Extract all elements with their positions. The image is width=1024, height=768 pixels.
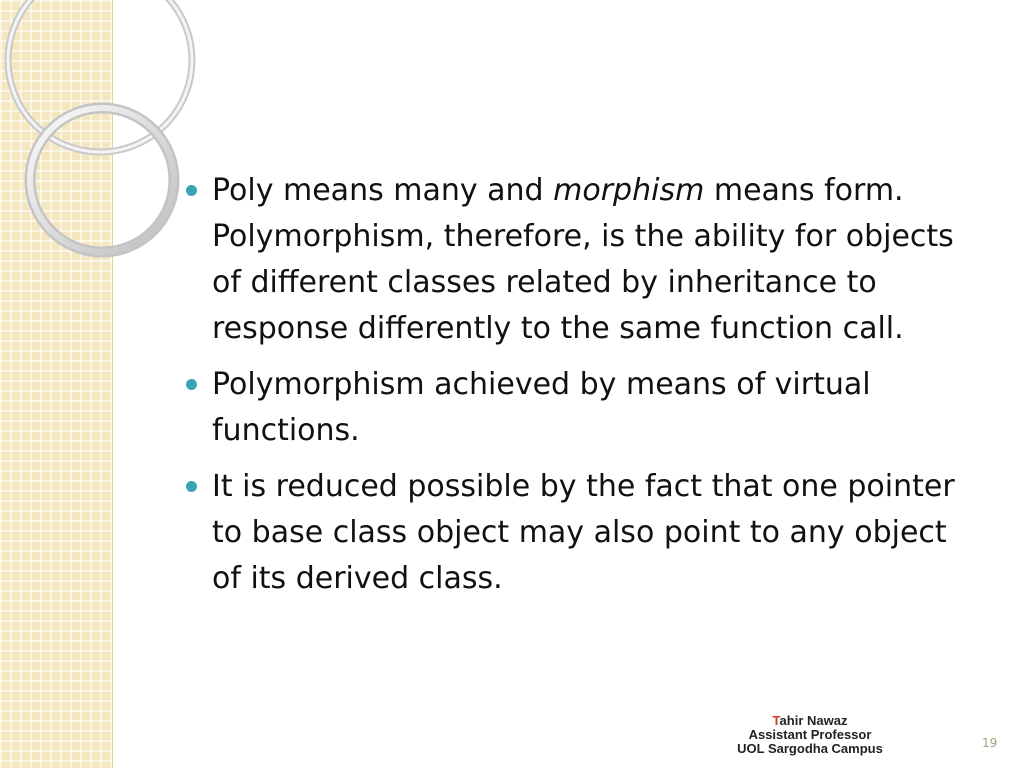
author-campus: UOL Sargodha Campus: [737, 741, 883, 756]
bullet-text-part: Poly means many and: [212, 173, 554, 208]
bullet-dot-icon: [186, 379, 197, 390]
slide-number: 19: [982, 736, 998, 750]
bullet-list: [184, 168, 984, 602]
bullet-item: [184, 168, 984, 352]
emphasis-text: morphism: [553, 173, 705, 208]
author-title: Assistant Professor: [748, 727, 872, 742]
decorative-grid-band: [0, 0, 113, 768]
bullet-dot-icon: [186, 185, 197, 196]
bullet-item: [184, 362, 984, 454]
slide-content: [184, 168, 984, 612]
bullet-item: [184, 464, 984, 602]
author-footer: [700, 714, 920, 756]
bullet-text: It is reduced possible by the fact that one pointer to base class object may also point to any object of its derived class.: [212, 469, 955, 596]
author-name: Tahir Nawaz: [772, 713, 848, 728]
bullet-text: Polymorphism achieved by means of virtual functions.: [212, 367, 871, 448]
bullet-text-part: means form. Polymorphism, therefore, is the ability for objects of different classes related by inheritance to response differently to the same function call.: [212, 173, 954, 346]
bullet-dot-icon: [186, 481, 197, 492]
